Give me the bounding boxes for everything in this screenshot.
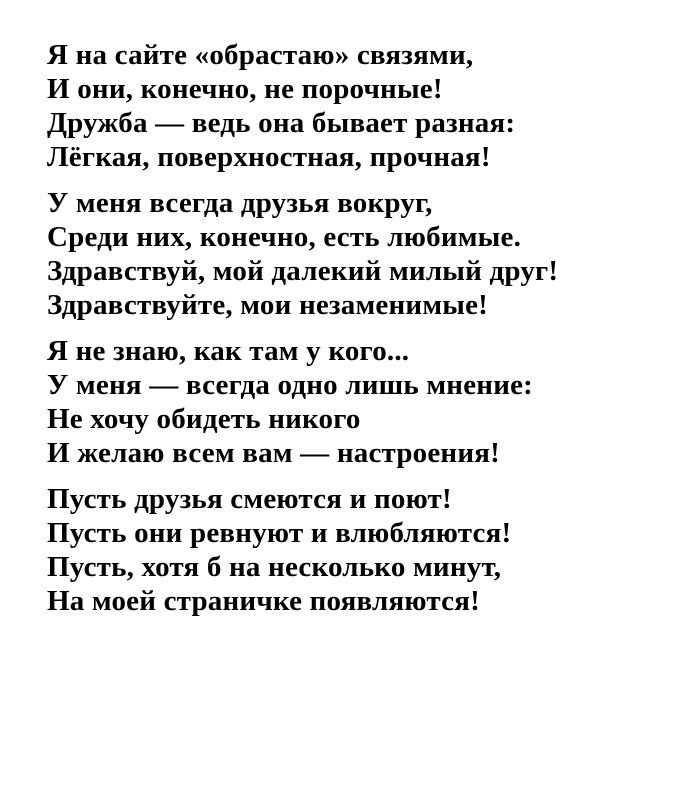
- poem-line: На моей страничке появляются!: [47, 585, 480, 617]
- poem-line: Я на сайте «обрастаю» связями,: [47, 39, 474, 71]
- poem-line: Я не знаю, как там у кого...: [47, 335, 410, 367]
- stanza: [47, 38, 677, 174]
- poem-line: Пусть они ревнуют и влюбляются!: [47, 517, 512, 549]
- poem-line: Дружба — ведь она бывает разная:: [47, 107, 516, 139]
- poem-line: И желаю всем вам — настроения!: [47, 437, 500, 469]
- poem-text: [47, 38, 677, 630]
- poem-line: У меня всегда друзья вокруг,: [47, 187, 433, 219]
- poem-line: Лёгкая, поверхностная, прочная!: [47, 141, 491, 173]
- poem-line: У меня — всегда одно лишь мнение:: [47, 369, 534, 401]
- poem-line: И они, конечно, не порочные!: [47, 73, 443, 105]
- poem-line: Здравствуй, мой далекий милый друг!: [47, 255, 559, 287]
- stanza: [47, 482, 677, 618]
- poem-line: Пусть друзья смеются и поют!: [47, 483, 452, 515]
- poem-line: Пусть, хотя б на несколько минут,: [47, 551, 502, 583]
- poem-line: Среди них, конечно, есть любимые.: [47, 221, 522, 253]
- poem-line: Здравствуйте, мои незаменимые!: [47, 289, 489, 321]
- poem-line: Не хочу обидеть никого: [47, 403, 361, 435]
- stanza: [47, 334, 677, 470]
- stanza: [47, 186, 677, 322]
